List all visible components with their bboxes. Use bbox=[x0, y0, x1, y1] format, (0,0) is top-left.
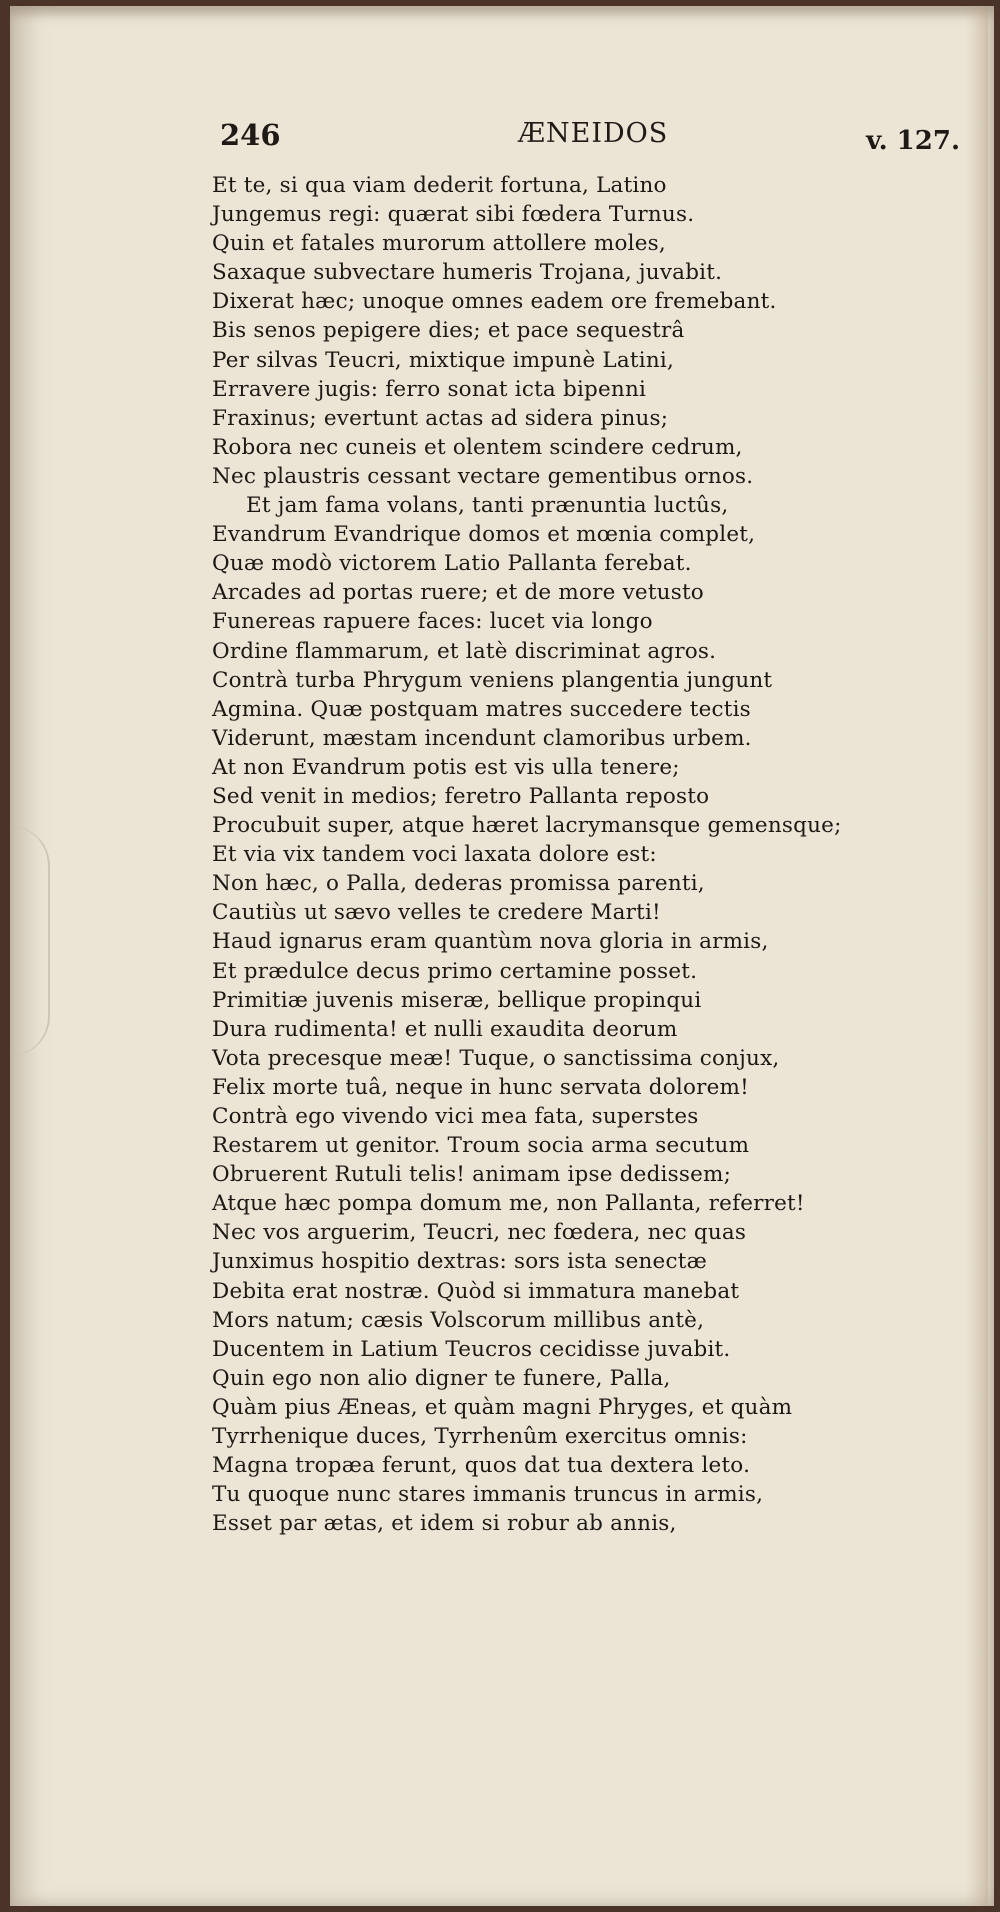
verse-line: Contrà ego vivendo vici mea fata, superstes bbox=[212, 1104, 699, 1129]
verse-line: Quin ego non alio digner te funere, Palla, bbox=[212, 1365, 671, 1391]
verse-line: Junximus hospitio dextras: sors ista senectæ bbox=[212, 1249, 707, 1275]
verse-line: Nec plaustris cessant vectare gementibus ornos. bbox=[212, 463, 754, 489]
verse-line: At non Evandrum potis est vis ulla tenere; bbox=[212, 754, 680, 780]
verse-line: Tu quoque nunc stares immanis truncus in armis, bbox=[212, 1482, 764, 1508]
verse-line: Robora nec cuneis et olentem scindere cedrum, bbox=[212, 434, 743, 460]
verse-line: Restarem ut genitor. Troum socia arma secutum bbox=[212, 1133, 750, 1159]
verse-line: Et prædulce decus primo certamine posset. bbox=[212, 958, 698, 984]
verse-line: Obruerent Rutuli telis! animam ipse dedissem; bbox=[212, 1162, 732, 1188]
verse-line: Tyrrhenique duces, Tyrrhenûm exercitus omnis: bbox=[212, 1424, 748, 1450]
verse-list bbox=[212, 171, 972, 1538]
verse-line: Mors natum; cæsis Volscorum millibus antè, bbox=[212, 1307, 705, 1333]
running-header bbox=[212, 118, 962, 168]
verse-line: Haud ignarus eram quantùm nova gloria in armis, bbox=[212, 929, 769, 955]
verse-line: Non hæc, o Palla, dederas promissa parenti, bbox=[212, 871, 705, 897]
verse-line: Dura rudimenta! et nulli exaudita deorum bbox=[212, 1016, 678, 1042]
verse-line: Dixerat hæc; unoque omnes eadem ore fremebant. bbox=[212, 289, 777, 315]
verse-reference: v. 127. bbox=[866, 126, 960, 156]
verse-line: Sed venit in medios; feretro Pallanta reposto bbox=[212, 783, 710, 809]
verse-line: Primitiæ juvenis miseræ, bellique propinqui bbox=[212, 987, 702, 1013]
verse-line: Quin et fatales murorum attollere moles, bbox=[212, 231, 666, 257]
verse-line: Fraxinus; evertunt actas ad sidera pinus; bbox=[212, 405, 669, 431]
verse-line: Evandrum Evandrique domos et mœnia complet, bbox=[212, 522, 756, 548]
verse-line: Jungemus regi: quærat sibi fœdera Turnus. bbox=[212, 202, 695, 228]
verse-line: Et jam fama volans, tanti prænuntia luctûs, bbox=[246, 493, 729, 519]
verse-line: Et te, si qua viam dederit fortuna, Latino bbox=[212, 173, 667, 198]
verse-line: Agmina. Quæ postquam matres succedere tectis bbox=[212, 696, 751, 722]
verse-line: Bis senos pepigere dies; et pace sequestrâ bbox=[212, 318, 685, 344]
verse-line: Arcades ad portas ruere; et de more vetusto bbox=[212, 580, 704, 606]
verse-line: Erravere jugis: ferro sonat icta bipenni bbox=[212, 376, 647, 402]
verse-line: Quæ modò victorem Latio Pallanta ferebat. bbox=[212, 551, 692, 577]
verse-line: Vota precesque meæ! Tuque, o sanctissima conjux, bbox=[212, 1045, 780, 1071]
verse-line: Per silvas Teucri, mixtique impunè Latini, bbox=[212, 347, 674, 373]
verse-line: Felix morte tuâ, neque in hunc servata dolorem! bbox=[212, 1074, 749, 1100]
verse-line: Magna tropæa ferunt, quos dat tua dextera leto. bbox=[212, 1453, 751, 1479]
verse-line: Viderunt, mæstam incendunt clamoribus urbem. bbox=[212, 725, 752, 751]
verse-line: Nec vos arguerim, Teucri, nec fœdera, nec quas bbox=[212, 1220, 747, 1246]
page-fold-mark bbox=[10, 826, 50, 1056]
verse-line: Ordine flammarum, et latè discriminat agros. bbox=[212, 638, 717, 664]
running-title: ÆNEIDOS bbox=[518, 118, 669, 149]
verse-line: Contrà turba Phrygum veniens plangentia jungunt bbox=[212, 667, 773, 693]
verse-line: Atque hæc pompa domum me, non Pallanta, referret! bbox=[212, 1191, 805, 1217]
verse-line: Procubuit super, atque hæret lacrymansque gemensque; bbox=[212, 813, 842, 839]
verse-line: Saxaque subvectare humeris Trojana, juvabit. bbox=[212, 260, 723, 286]
verse-line: Funereas rapuere faces: lucet via longo bbox=[212, 609, 653, 635]
verse-line: Cautiùs ut sævo velles te credere Marti! bbox=[212, 900, 661, 926]
page-number: 246 bbox=[220, 118, 281, 152]
verse-line: Et via vix tandem voci laxata dolore est: bbox=[212, 842, 657, 868]
verse-line: Debita erat nostræ. Quòd si immatura manebat bbox=[212, 1278, 740, 1304]
verse-line: Quàm pius Æneas, et quàm magni Phryges, et quàm bbox=[212, 1394, 793, 1420]
verse-line: Esset par ætas, et idem si robur ab annis, bbox=[212, 1511, 677, 1537]
verse-line: Ducentem in Latium Teucros cecidisse juvabit. bbox=[212, 1336, 731, 1362]
